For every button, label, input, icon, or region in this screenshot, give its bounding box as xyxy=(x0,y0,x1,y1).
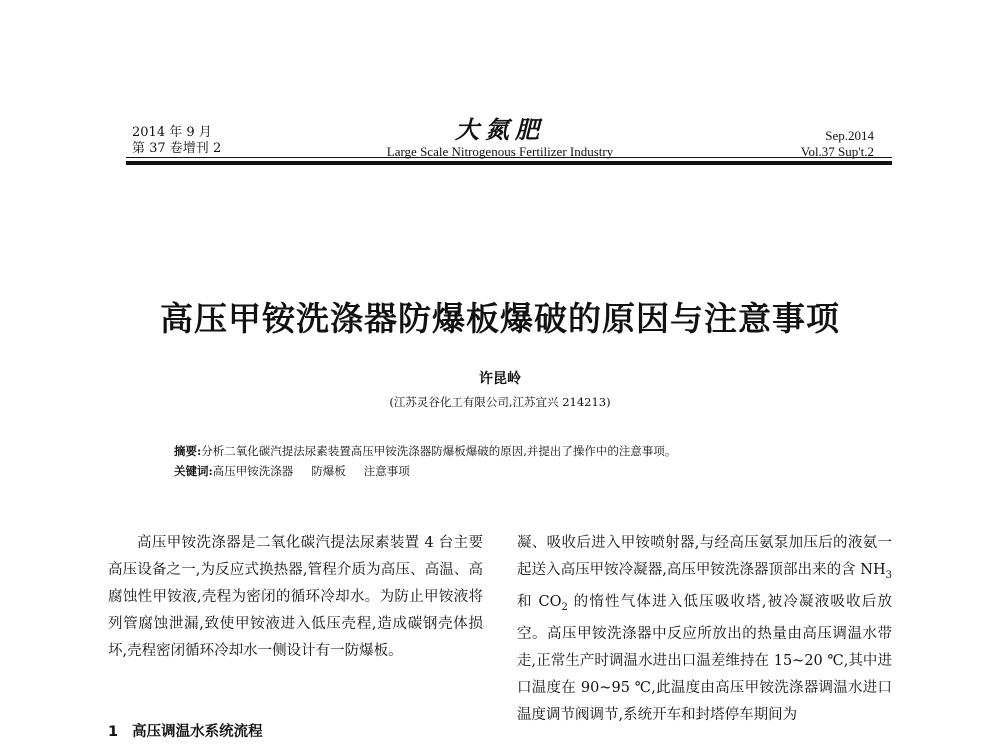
article-title: 高压甲铵洗涤器防爆板爆破的原因与注意事项 xyxy=(160,299,840,338)
abstract-label: 摘要: xyxy=(174,444,202,458)
body-column-right xyxy=(517,530,892,729)
keywords xyxy=(174,462,874,480)
author-affiliation: (江苏灵谷化工有限公司,江苏宜兴 214213) xyxy=(389,395,611,409)
body-paragraph-continued xyxy=(517,530,892,729)
body-text-part: 凝、吸收后进入甲铵喷射器,与经高压氨泵加压后的液氨一起送入高压甲铵冷凝器,高压甲铵洗涤器顶部出来的含 NH xyxy=(517,535,892,578)
section-number: 1 xyxy=(108,724,119,740)
subscript: 3 xyxy=(885,569,892,581)
keyword-item: 注意事项 xyxy=(363,464,410,478)
body-text-part: 的惰性气体进入低压吸收塔,被冷凝液吸收后放空。高压甲铵洗涤器中反应所放出的热量由高压调温水带走,正常生产时调温水进出口温差维持在 15~20 ℃,其中进口温度在 90~95 ℃,此温度由高压甲铵洗涤器调温水进口温度调节阀调节,系统开车和封塔停车期间为 xyxy=(517,593,892,723)
journal-name-en: Large Scale Nitrogenous Fertilizer Industry xyxy=(386,144,614,159)
volume-en: Vol.37 Sup't.2 xyxy=(800,144,874,159)
issue-date-en: Sep.2014 xyxy=(825,128,874,143)
header-rule-thin xyxy=(126,157,892,158)
section-heading xyxy=(108,720,263,741)
header-rule-thick xyxy=(126,161,892,165)
journal-header-right xyxy=(801,128,874,160)
body-paragraph: 高压甲铵洗涤器是二氧化碳汽提法尿素装置 4 台主要高压设备之一,为反应式换热器,管程介质为高压、高温、高腐蚀性甲铵液,壳程为密闭的循环冷却水。为防止甲铵液将列管腐蚀泄漏,致使甲铵液进入低压壳程,造成碳钢壳体损坏,壳程密闭循环冷却水一侧设计有一防爆板。 xyxy=(108,535,483,659)
volume-cn: 第 37 卷增刊 2 xyxy=(132,141,222,156)
keyword-item: 防爆板 xyxy=(311,464,346,478)
section-title: 高压调温水系统流程 xyxy=(132,724,263,740)
issue-date-cn: 2014 年 9 月 xyxy=(132,125,212,140)
journal-logo-cn: 大氮肥 xyxy=(455,115,545,144)
article-author: 许昆岭 xyxy=(479,371,521,387)
abstract-text: 分析二氧化碳汽提法尿素装置高压甲铵洗涤器防爆板爆破的原因,并提出了操作中的注意事项。 xyxy=(201,444,677,458)
keywords-label: 关键词: xyxy=(174,464,213,478)
abstract xyxy=(174,442,874,460)
body-column-left xyxy=(108,530,483,665)
body-text-part: 和 CO xyxy=(517,593,562,610)
subscript: 2 xyxy=(561,601,568,613)
keyword-item: 高压甲铵洗涤器 xyxy=(212,464,294,478)
